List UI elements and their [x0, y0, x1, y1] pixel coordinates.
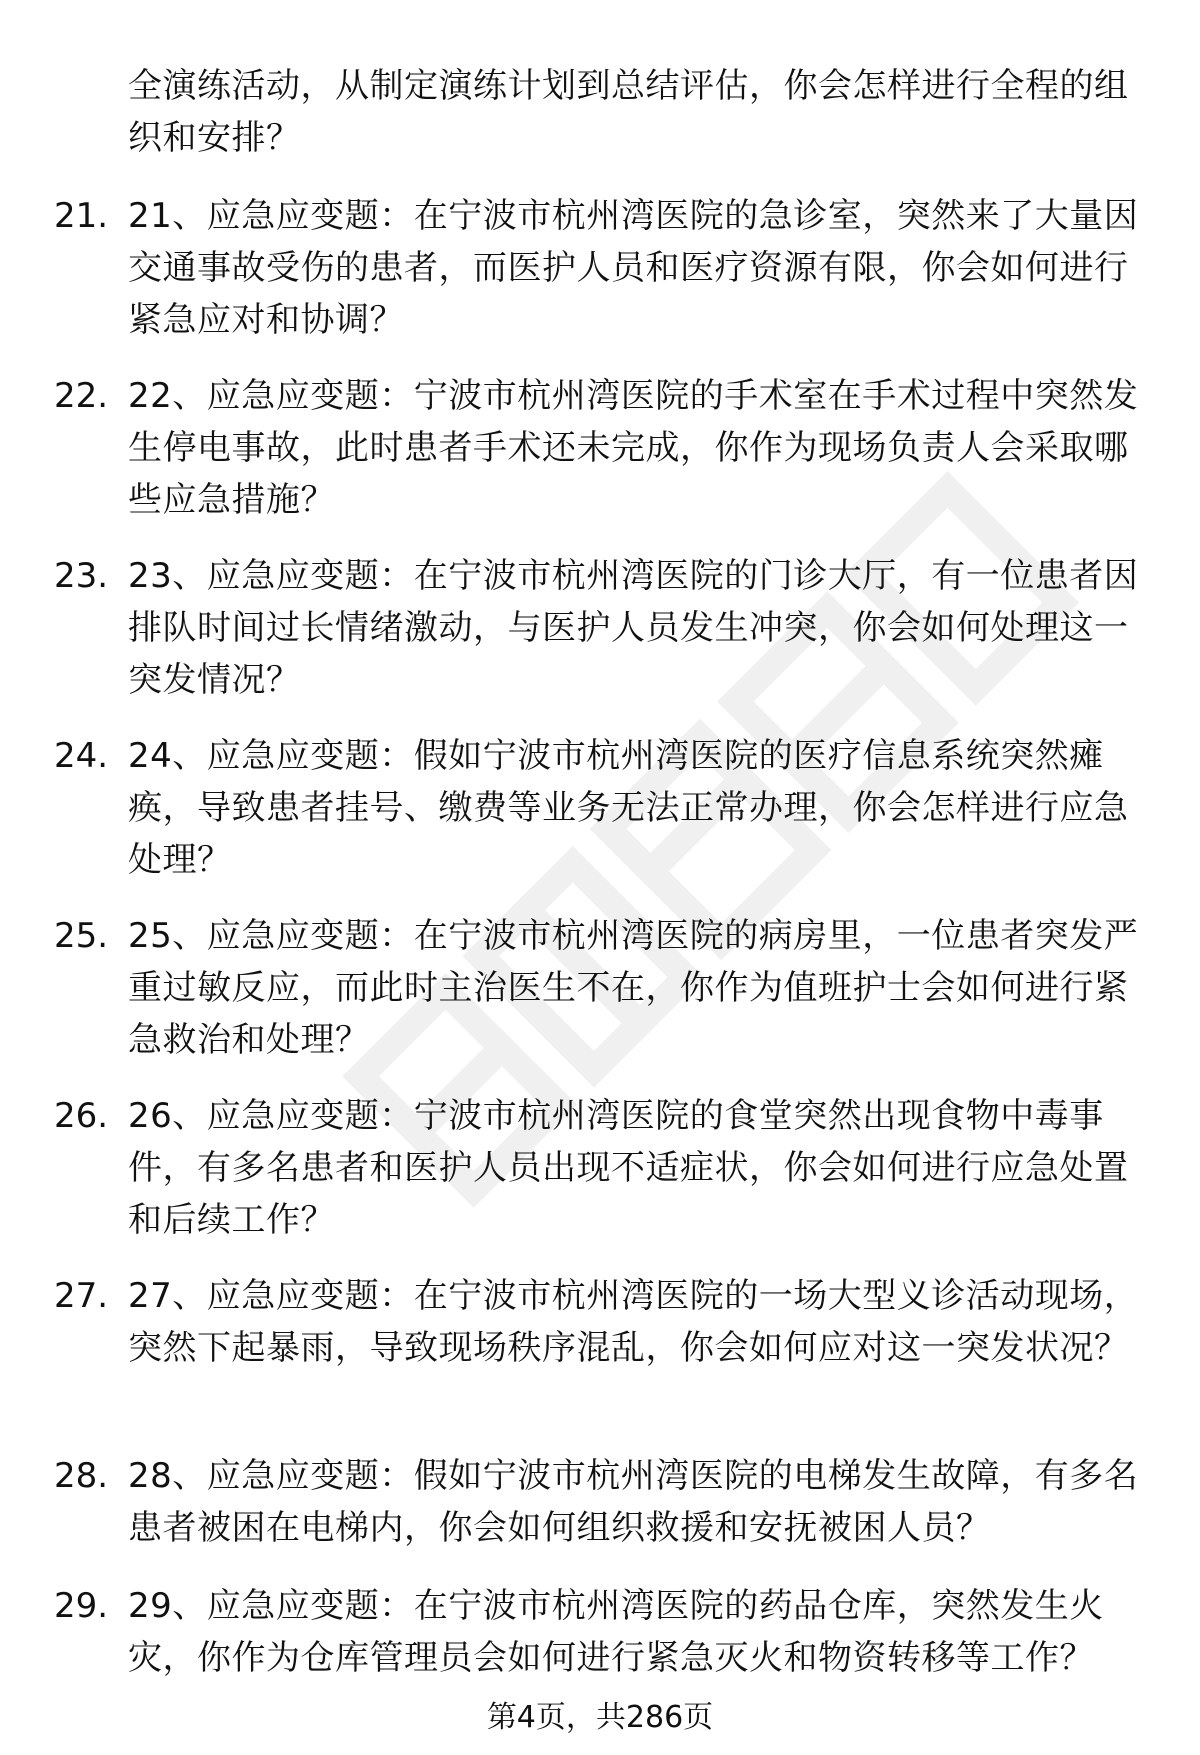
question-item	[0, 1580, 1200, 1710]
question-number: 24.	[54, 736, 109, 776]
continuation-text: 全演练活动，从制定演练计划到总结评估，你会怎样进行全程的组织和安排？	[128, 66, 1129, 158]
question-number: 27.	[54, 1276, 109, 1316]
question-number: 26.	[54, 1096, 109, 1136]
question-number: 25.	[54, 916, 109, 956]
question-text: 22、应急应变题：宁波市杭州湾医院的手术室在手术过程中突然发生停电事故，此时患者手术还未完成，你作为现场负责人会采取哪些应急措施？	[128, 376, 1139, 520]
question-number: 28.	[54, 1456, 109, 1496]
question-text: 28、应急应变题：假如宁波市杭州湾医院的电梯发生故障，有多名患者被困在电梯内，你会如何组织救援和安抚被困人员？	[128, 1456, 1139, 1548]
question-number: 29.	[54, 1586, 109, 1626]
question-number: 22.	[54, 376, 109, 416]
question-text: 27、应急应变题：在宁波市杭州湾医院的一场大型义诊活动现场，突然下起暴雨，导致现场秩序混乱，你会如何应对这一突发状况？	[128, 1276, 1139, 1368]
question-item	[0, 730, 1200, 910]
question-number: 21.	[54, 196, 109, 236]
question-text: 26、应急应变题：宁波市杭州湾医院的食堂突然出现食物中毒事件，有多名患者和医护人员出现不适症状，你会如何进行应急处置和后续工作？	[128, 1096, 1129, 1240]
question-text: 29、应急应变题：在宁波市杭州湾医院的药品仓库，突然发生火灾，你作为仓库管理员会如何进行紧急灭火和物资转移等工作？	[128, 1586, 1104, 1678]
question-number: 23.	[54, 556, 109, 596]
question-item	[0, 1270, 1200, 1450]
question-text: 25、应急应变题：在宁波市杭州湾医院的病房里，一位患者突发严重过敏反应，而此时主治医生不在，你作为值班护士会如何进行紧急救治和处理？	[128, 916, 1139, 1060]
question-text: 21、应急应变题：在宁波市杭州湾医院的急诊室，突然来了大量因交通事故受伤的患者，而医护人员和医疗资源有限，你会如何进行紧急应对和协调？	[128, 196, 1139, 340]
question-item	[0, 1450, 1200, 1580]
question-text: 24、应急应变题：假如宁波市杭州湾医院的医疗信息系统突然瘫痪，导致患者挂号、缴费等业务无法正常办理，你会怎样进行应急处理？	[128, 736, 1129, 880]
question-text: 23、应急应变题：在宁波市杭州湾医院的门诊大厅，有一位患者因排队时间过长情绪激动，与医护人员发生冲突，你会如何处理这一突发情况？	[128, 556, 1139, 700]
question-item	[0, 190, 1200, 370]
question-item	[0, 1090, 1200, 1270]
page-footer: 第4页，共286页	[486, 1700, 714, 1735]
question-list	[0, 190, 1200, 1710]
question-item	[0, 550, 1200, 730]
question-item	[0, 370, 1200, 550]
question-item	[0, 910, 1200, 1090]
